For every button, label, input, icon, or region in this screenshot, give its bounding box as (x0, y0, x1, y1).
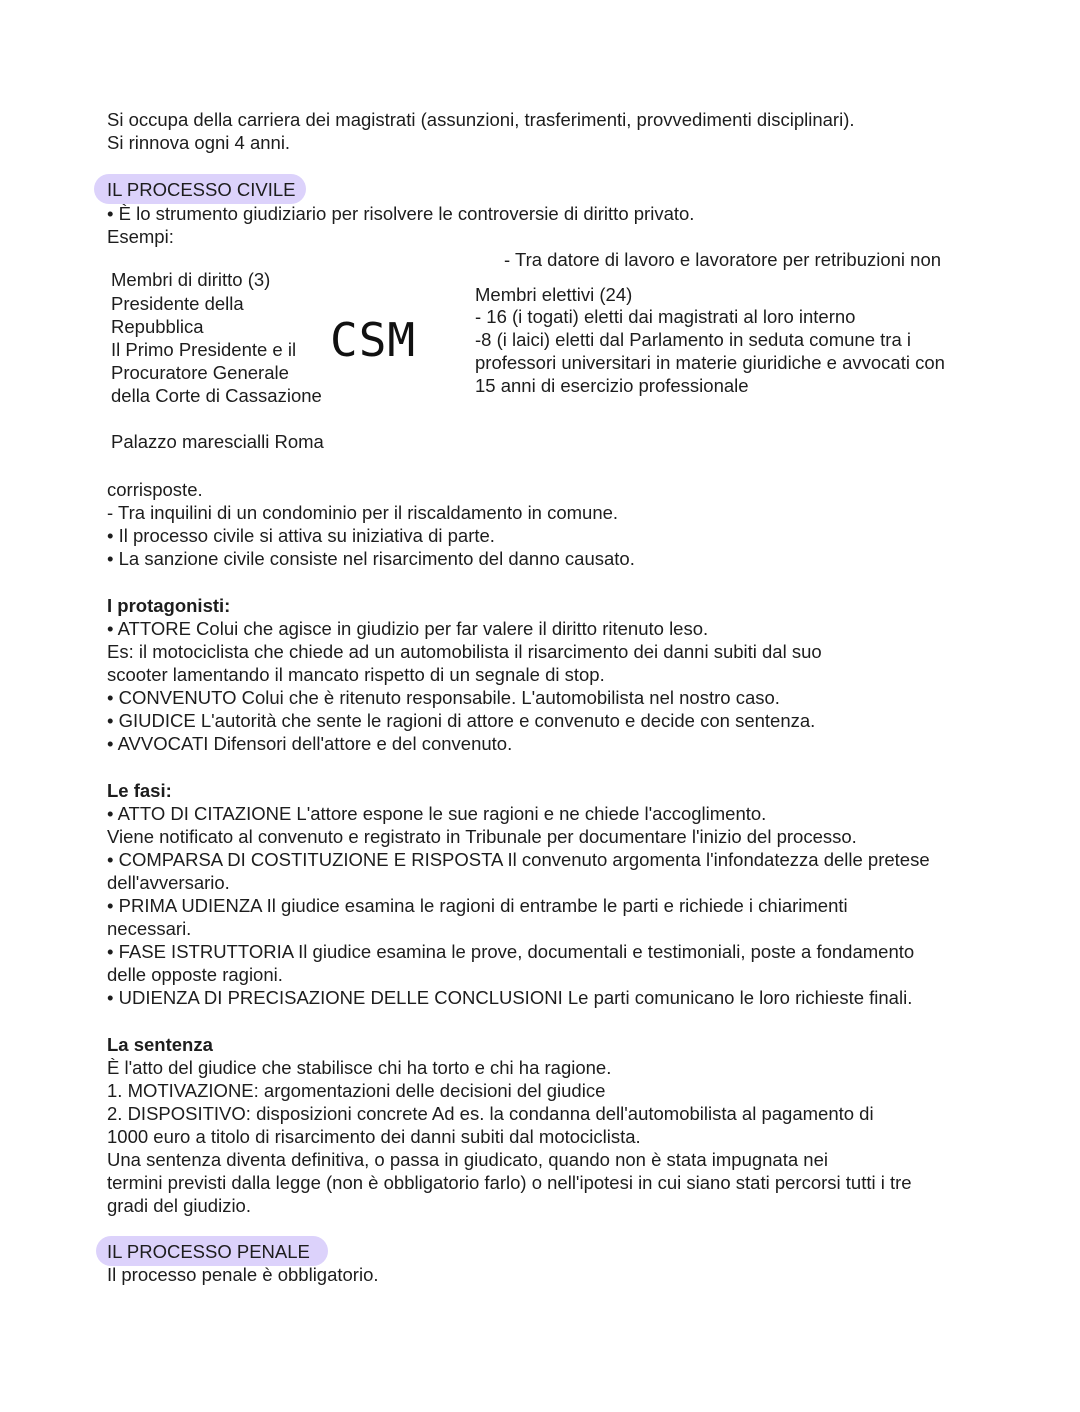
paragraph-line: - Tra inquilini di un condominio per il riscaldamento in comune. (107, 502, 619, 523)
paragraph-line: • FASE ISTRUTTORIA Il giudice esamina le prove, documentali e testimoniali, poste a fondamento (107, 941, 915, 962)
csm-right-line: Membri elettivi (24) (475, 284, 633, 305)
paragraph-line: necessari. (107, 918, 192, 939)
csm-left-line: Il Primo Presidente e il (111, 339, 297, 360)
paragraph-line: corrisposte. (107, 479, 203, 500)
paragraph-line: • PRIMA UDIENZA Il giudice esamina le ragioni di entrambe le parti e richiede i chiarimenti (107, 895, 848, 916)
section-heading-sentenza: La sentenza (107, 1034, 213, 1055)
csm-left-line: Presidente della (111, 293, 244, 314)
intro-line: Si occupa della carriera dei magistrati (assunzioni, trasferimenti, provvedimenti disciplinari). (107, 109, 855, 130)
paragraph-line: gradi del giudizio. (107, 1195, 251, 1216)
csm-left-line: Procuratore Generale (111, 362, 289, 383)
paragraph-line: Una sentenza diventa definitiva, o passa in giudicato, quando non è stata impugnata nei (107, 1149, 828, 1170)
paragraph-line: termini previsti dalla legge (non è obbligatorio farlo) o nell'ipotesi in cui siano stati percorsi tutti i tre (107, 1172, 912, 1193)
paragraph-line: • La sanzione civile consiste nel risarcimento del danno causato. (107, 548, 635, 569)
paragraph-line: • Il processo civile si attiva su iniziativa di parte. (107, 525, 495, 546)
csm-right-line: 15 anni di esercizio professionale (475, 375, 749, 396)
paragraph-line: È l'atto del giudice che stabilisce chi ha torto e chi ha ragione. (107, 1057, 612, 1078)
csm-logo: CSM (330, 313, 417, 367)
paragraph-line: 1000 euro a titolo di risarcimento dei danni subiti dal motociclista. (107, 1126, 641, 1147)
csm-right-line: - 16 (i togati) eletti dai magistrati al loro interno (475, 306, 856, 327)
csm-left-line: Repubblica (111, 316, 204, 337)
paragraph-line: • ATTORE Colui che agisce in giudizio per far valere il diritto ritenuto leso. (107, 618, 709, 639)
paragraph-line: Viene notificato al convenuto e registrato in Tribunale per documentare l'inizio del processo. (107, 826, 857, 847)
paragraph-line: delle opposte ragioni. (107, 964, 283, 985)
paragraph-line: Es: il motociclista che chiede ad un automobilista il risarcimento dei danni subiti dal suo (107, 641, 822, 662)
paragraph-line: • È lo strumento giudiziario per risolvere le controversie di diritto privato. (107, 203, 695, 224)
csm-left-line: Membri di diritto (3) (111, 269, 271, 290)
paragraph-line: Il processo penale è obbligatorio. (107, 1264, 379, 1285)
paragraph-line: 1. MOTIVAZIONE: argomentazioni delle decisioni del giudice (107, 1080, 606, 1101)
csm-right-line: -8 (i laici) eletti dal Parlamento in seduta comune tra i (475, 329, 911, 350)
paragraph-line: • COMPARSA DI COSTITUZIONE E RISPOSTA Il convenuto argomenta l'infondatezza delle pretese (107, 849, 930, 870)
section-heading-penale: IL PROCESSO PENALE (107, 1241, 310, 1262)
section-heading-civile: IL PROCESSO CIVILE (107, 179, 296, 200)
paragraph-line: • UDIENZA DI PRECISAZIONE DELLE CONCLUSIONI Le parti comunicano le loro richieste finali. (107, 987, 913, 1008)
paragraph-line: dell'avversario. (107, 872, 230, 893)
paragraph-line: • CONVENUTO Colui che è ritenuto responsabile. L'automobilista nel nostro caso. (107, 687, 780, 708)
paragraph-line: scooter lamentando il mancato rispetto di un segnale di stop. (107, 664, 605, 685)
paragraph-line: 2. DISPOSITIVO: disposizioni concrete Ad es. la condanna dell'automobilista al pagamento di (107, 1103, 874, 1124)
paragraph-line: Esempi: (107, 226, 174, 247)
paragraph-line: • ATTO DI CITAZIONE L'attore espone le sue ragioni e ne chiede l'accoglimento. (107, 803, 767, 824)
section-heading-fasi: Le fasi: (107, 780, 172, 801)
intro-line: Si rinnova ogni 4 anni. (107, 132, 291, 153)
example-line: - Tra datore di lavoro e lavoratore per retribuzioni non (504, 249, 942, 270)
csm-location: Palazzo marescialli Roma (111, 431, 324, 452)
paragraph-line: • GIUDICE L'autorità che sente le ragioni di attore e convenuto e decide con sentenza. (107, 710, 816, 731)
paragraph-line: • AVVOCATI Difensori dell'attore e del convenuto. (107, 733, 513, 754)
csm-left-line: della Corte di Cassazione (111, 385, 322, 406)
section-heading-protagonisti: I protagonisti: (107, 595, 231, 616)
csm-right-line: professori universitari in materie giuridiche e avvocati con (475, 352, 945, 373)
